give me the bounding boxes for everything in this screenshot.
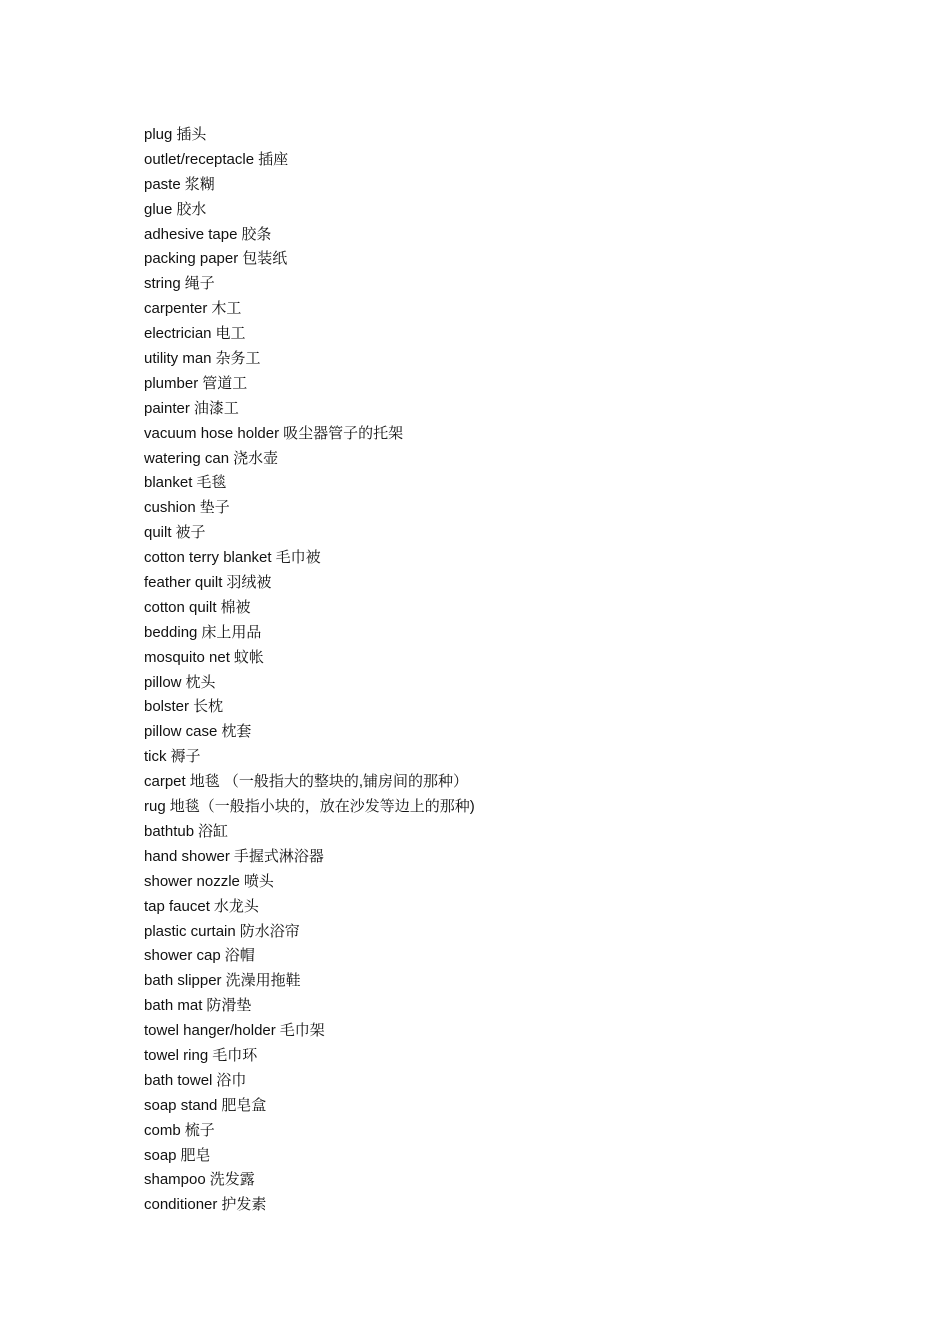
english-term: electrician — [144, 325, 212, 343]
chinese-meaning: 吸尘器管子的托架 — [283, 424, 404, 442]
english-term: carpenter — [144, 300, 208, 318]
chinese-meaning: 插座 — [258, 150, 289, 168]
english-term: cotton quilt — [144, 598, 217, 616]
vocabulary-entry — [144, 372, 475, 397]
vocabulary-entry — [144, 944, 475, 969]
vocabulary-entry — [144, 671, 475, 696]
vocabulary-entry — [144, 571, 475, 596]
english-term: adhesive tape — [144, 225, 238, 243]
vocabulary-entry — [144, 223, 475, 248]
vocabulary-entry — [144, 247, 475, 272]
chinese-meaning: 褥子 — [170, 748, 201, 766]
vocabulary-list — [144, 123, 475, 1218]
english-term: plug — [144, 126, 173, 143]
chinese-meaning: 梳子 — [184, 1121, 215, 1139]
chinese-meaning: 地毯（一般指小块的，放在沙发等边上的那种) — [169, 798, 475, 816]
chinese-meaning: 浴帽 — [224, 947, 255, 965]
english-term: shower nozzle — [144, 872, 240, 890]
vocabulary-entry — [144, 646, 475, 671]
vocabulary-entry — [144, 720, 475, 745]
english-term: blanket — [144, 474, 193, 492]
vocabulary-entry — [144, 272, 475, 297]
vocabulary-entry — [144, 496, 475, 521]
vocabulary-entry — [144, 820, 475, 845]
chinese-meaning: 插头 — [176, 126, 207, 143]
chinese-meaning: 枕套 — [221, 723, 252, 741]
english-term: bath mat — [144, 997, 203, 1015]
vocabulary-entry — [144, 173, 475, 198]
chinese-meaning: 木工 — [211, 300, 242, 318]
chinese-meaning: 肥皂 — [180, 1146, 211, 1164]
vocabulary-entry — [144, 845, 475, 870]
english-term: cushion — [144, 499, 196, 517]
chinese-meaning: 地毯 （一般指大的整块的,铺房间的那种） — [189, 773, 469, 791]
english-term: comb — [144, 1121, 181, 1139]
english-term: soap — [144, 1146, 177, 1164]
vocabulary-entry — [144, 596, 475, 621]
vocabulary-entry — [144, 621, 475, 646]
chinese-meaning: 绳子 — [184, 275, 215, 293]
english-term: rug — [144, 798, 166, 816]
chinese-meaning: 蚊帐 — [233, 648, 264, 666]
vocabulary-entry — [144, 920, 475, 945]
vocabulary-entry — [144, 123, 475, 148]
english-term: quilt — [144, 524, 172, 542]
chinese-meaning: 油漆工 — [193, 399, 239, 417]
english-term: utility man — [144, 350, 212, 368]
vocabulary-entry — [144, 870, 475, 895]
english-term: bath towel — [144, 1071, 213, 1089]
chinese-meaning: 洗澡用拖鞋 — [225, 972, 301, 990]
chinese-meaning: 棉被 — [220, 598, 251, 616]
english-term: glue — [144, 200, 173, 218]
english-term: bathtub — [144, 822, 195, 840]
chinese-meaning: 毛巾被 — [275, 549, 321, 567]
english-term: plastic curtain — [144, 922, 236, 940]
vocabulary-entry — [144, 297, 475, 322]
english-term: paste — [144, 175, 181, 193]
vocabulary-entry — [144, 969, 475, 994]
chinese-meaning: 垫子 — [199, 499, 230, 517]
chinese-meaning: 杂务工 — [215, 350, 261, 368]
vocabulary-entry — [144, 1069, 475, 1094]
vocabulary-entry — [144, 1119, 475, 1144]
english-term: feather quilt — [144, 574, 223, 592]
chinese-meaning: 被子 — [175, 524, 206, 542]
english-term: outlet/receptacle — [144, 150, 255, 168]
english-term: plumber — [144, 374, 199, 392]
chinese-meaning: 电工 — [215, 325, 246, 343]
english-term: bolster — [144, 698, 190, 716]
chinese-meaning: 长枕 — [193, 698, 224, 716]
vocabulary-entry — [144, 1094, 475, 1119]
vocabulary-entry — [144, 148, 475, 173]
chinese-meaning: 管道工 — [202, 374, 248, 392]
english-term: towel ring — [144, 1046, 209, 1064]
english-term: painter — [144, 399, 190, 417]
chinese-meaning: 手握式淋浴器 — [233, 847, 324, 865]
english-term: shampoo — [144, 1171, 206, 1189]
vocabulary-entry — [144, 1044, 475, 1069]
vocabulary-entry — [144, 422, 475, 447]
chinese-meaning: 毛巾架 — [279, 1022, 325, 1040]
english-term: soap stand — [144, 1096, 218, 1114]
chinese-meaning: 浆糊 — [184, 175, 215, 193]
english-term: tick — [144, 748, 167, 766]
vocabulary-entry — [144, 1019, 475, 1044]
english-term: towel hanger/holder — [144, 1022, 276, 1040]
chinese-meaning: 水龙头 — [213, 897, 259, 915]
english-term: watering can — [144, 449, 230, 467]
english-term: vacuum hose holder — [144, 424, 280, 442]
chinese-meaning: 胶条 — [241, 225, 272, 243]
english-term: bedding — [144, 623, 198, 641]
chinese-meaning: 浇水壶 — [233, 449, 279, 467]
english-term: shower cap — [144, 947, 221, 965]
chinese-meaning: 胶水 — [176, 200, 207, 218]
english-term: mosquito net — [144, 648, 230, 666]
vocabulary-entry — [144, 895, 475, 920]
vocabulary-entry — [144, 695, 475, 720]
chinese-meaning: 枕头 — [185, 673, 216, 691]
vocabulary-entry — [144, 471, 475, 496]
chinese-meaning: 浴缸 — [198, 822, 229, 840]
chinese-meaning: 包装纸 — [242, 250, 288, 268]
english-term: cotton terry blanket — [144, 549, 272, 567]
vocabulary-entry — [144, 521, 475, 546]
vocabulary-entry — [144, 1144, 475, 1169]
vocabulary-entry — [144, 546, 475, 571]
vocabulary-entry — [144, 994, 475, 1019]
chinese-meaning: 防水浴帘 — [239, 922, 300, 940]
chinese-meaning: 洗发露 — [209, 1171, 255, 1189]
english-term: pillow case — [144, 723, 218, 741]
chinese-meaning: 防滑垫 — [206, 997, 252, 1015]
chinese-meaning: 毛毯 — [196, 474, 227, 492]
chinese-meaning: 浴巾 — [216, 1071, 247, 1089]
english-term: tap faucet — [144, 897, 210, 915]
english-term: carpet — [144, 773, 186, 791]
english-term: pillow — [144, 673, 182, 691]
chinese-meaning: 羽绒被 — [226, 574, 272, 592]
chinese-meaning: 床上用品 — [201, 623, 262, 641]
vocabulary-entry — [144, 1193, 475, 1218]
english-term: conditioner — [144, 1196, 218, 1214]
chinese-meaning: 护发素 — [221, 1196, 267, 1214]
vocabulary-entry — [144, 770, 475, 795]
vocabulary-entry — [144, 397, 475, 422]
vocabulary-entry — [144, 347, 475, 372]
english-term: packing paper — [144, 250, 239, 268]
chinese-meaning: 毛巾环 — [212, 1046, 258, 1064]
vocabulary-entry — [144, 745, 475, 770]
chinese-meaning: 肥皂盒 — [221, 1096, 267, 1114]
vocabulary-entry — [144, 322, 475, 347]
english-term: bath slipper — [144, 972, 222, 990]
vocabulary-entry — [144, 198, 475, 223]
english-term: hand shower — [144, 847, 230, 865]
vocabulary-entry — [144, 1168, 475, 1193]
chinese-meaning: 喷头 — [243, 872, 274, 890]
vocabulary-entry — [144, 447, 475, 472]
english-term: string — [144, 275, 181, 293]
vocabulary-entry — [144, 795, 475, 820]
